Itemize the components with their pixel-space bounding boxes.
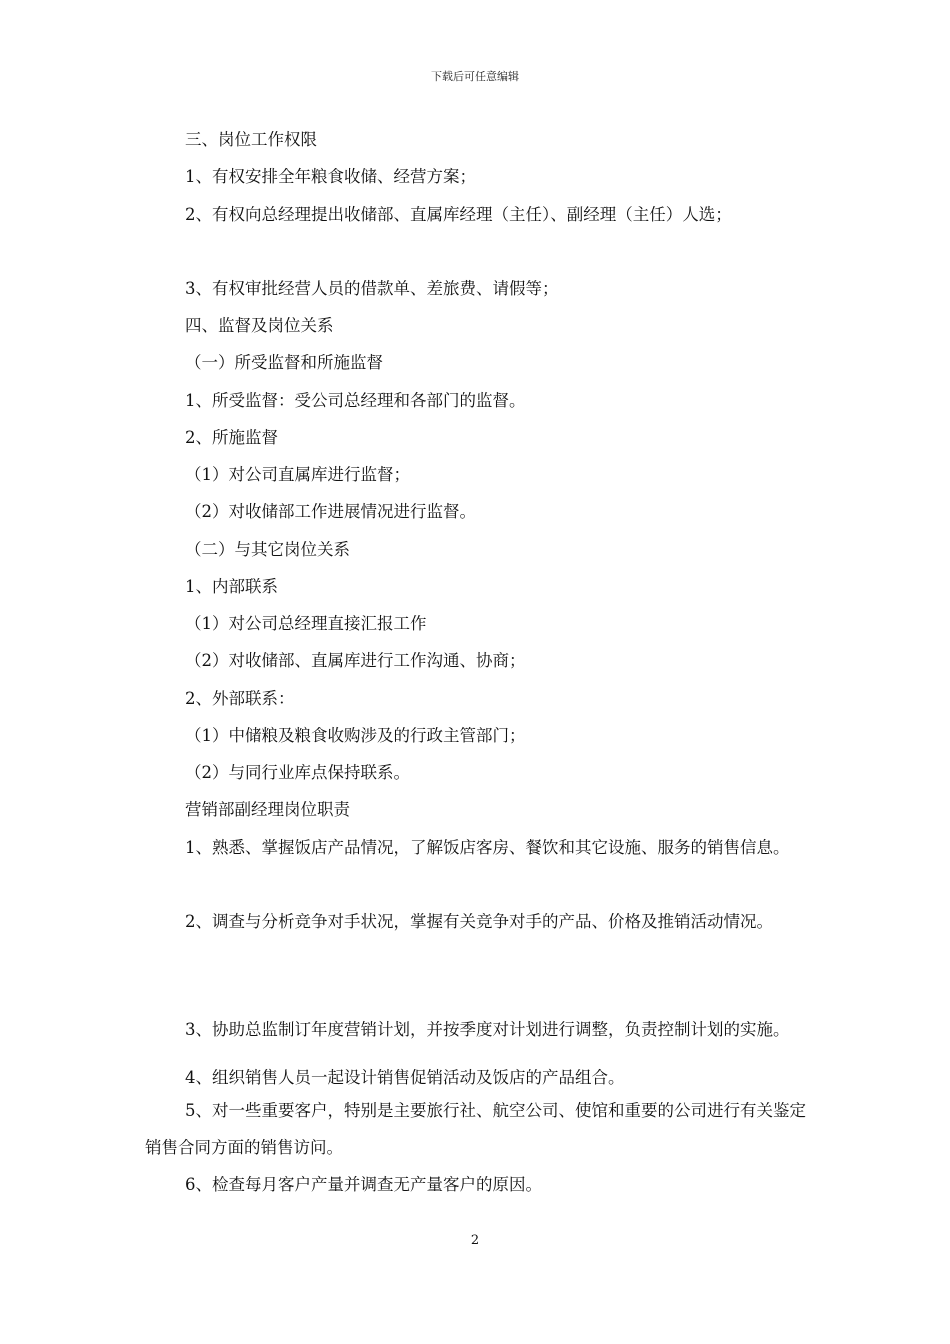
text-line: 2、有权向总经理提出收储部、直属库经理（主任）、副经理（主任）人选； <box>185 205 732 224</box>
subsection-heading: （二）与其它岗位关系 <box>185 540 350 559</box>
text-line: （2）对收储部、直属库进行工作沟通、协商； <box>185 651 526 670</box>
text-line: （1）对公司总经理直接汇报工作 <box>185 614 427 633</box>
text-line: （2）对收储部工作进展情况进行监督。 <box>185 502 476 521</box>
text-line: （1）对公司直属库进行监督； <box>185 465 410 484</box>
text-line: 1、有权安排全年粮食收储、经营方案； <box>185 167 476 186</box>
paragraph: 4、组织销售人员一起设计销售促销活动及饭店的产品组合。 <box>185 1068 625 1087</box>
text-line: 2、外部联系： <box>185 689 295 708</box>
paragraph: 3、协助总监制订年度营销计划，并按季度对计划进行调整，负责控制计划的实施。 <box>185 1020 790 1039</box>
page-header: 下载后可任意编辑 <box>431 70 519 83</box>
section-heading: 三、岗位工作权限 <box>185 130 317 149</box>
text-line: （2）与同行业库点保持联系。 <box>185 763 410 782</box>
text-line: 3、有权审批经营人员的借款单、差旅费、请假等； <box>185 279 559 298</box>
text-line: （1）中储粮及粮食收购涉及的行政主管部门； <box>185 726 526 745</box>
section-heading: 四、监督及岗位关系 <box>185 316 334 335</box>
section-heading: 营销部副经理岗位职责 <box>185 800 350 819</box>
paragraph: 2、调查与分析竞争对手状况，掌握有关竞争对手的产品、价格及推销活动情况。 <box>185 912 773 931</box>
paragraph: 6、检查每月客户产量并调查无产量客户的原因。 <box>185 1175 542 1194</box>
text-line: 2、所施监督 <box>185 428 278 447</box>
subsection-heading: （一）所受监督和所施监督 <box>185 353 383 372</box>
text-line: 1、所受监督：受公司总经理和各部门的监督。 <box>185 391 526 410</box>
text-line: 1、内部联系 <box>185 577 278 596</box>
paragraph: 5、对一些重要客户，特别是主要旅行社、航空公司、使馆和重要的公司进行有关鉴定销售合同方面的销售访问。 <box>145 1101 806 1157</box>
page-number: 2 <box>470 1233 480 1248</box>
paragraph: 1、熟悉、掌握饭店产品情况，了解饭店客房、餐饮和其它设施、服务的销售信息。 <box>185 838 790 857</box>
